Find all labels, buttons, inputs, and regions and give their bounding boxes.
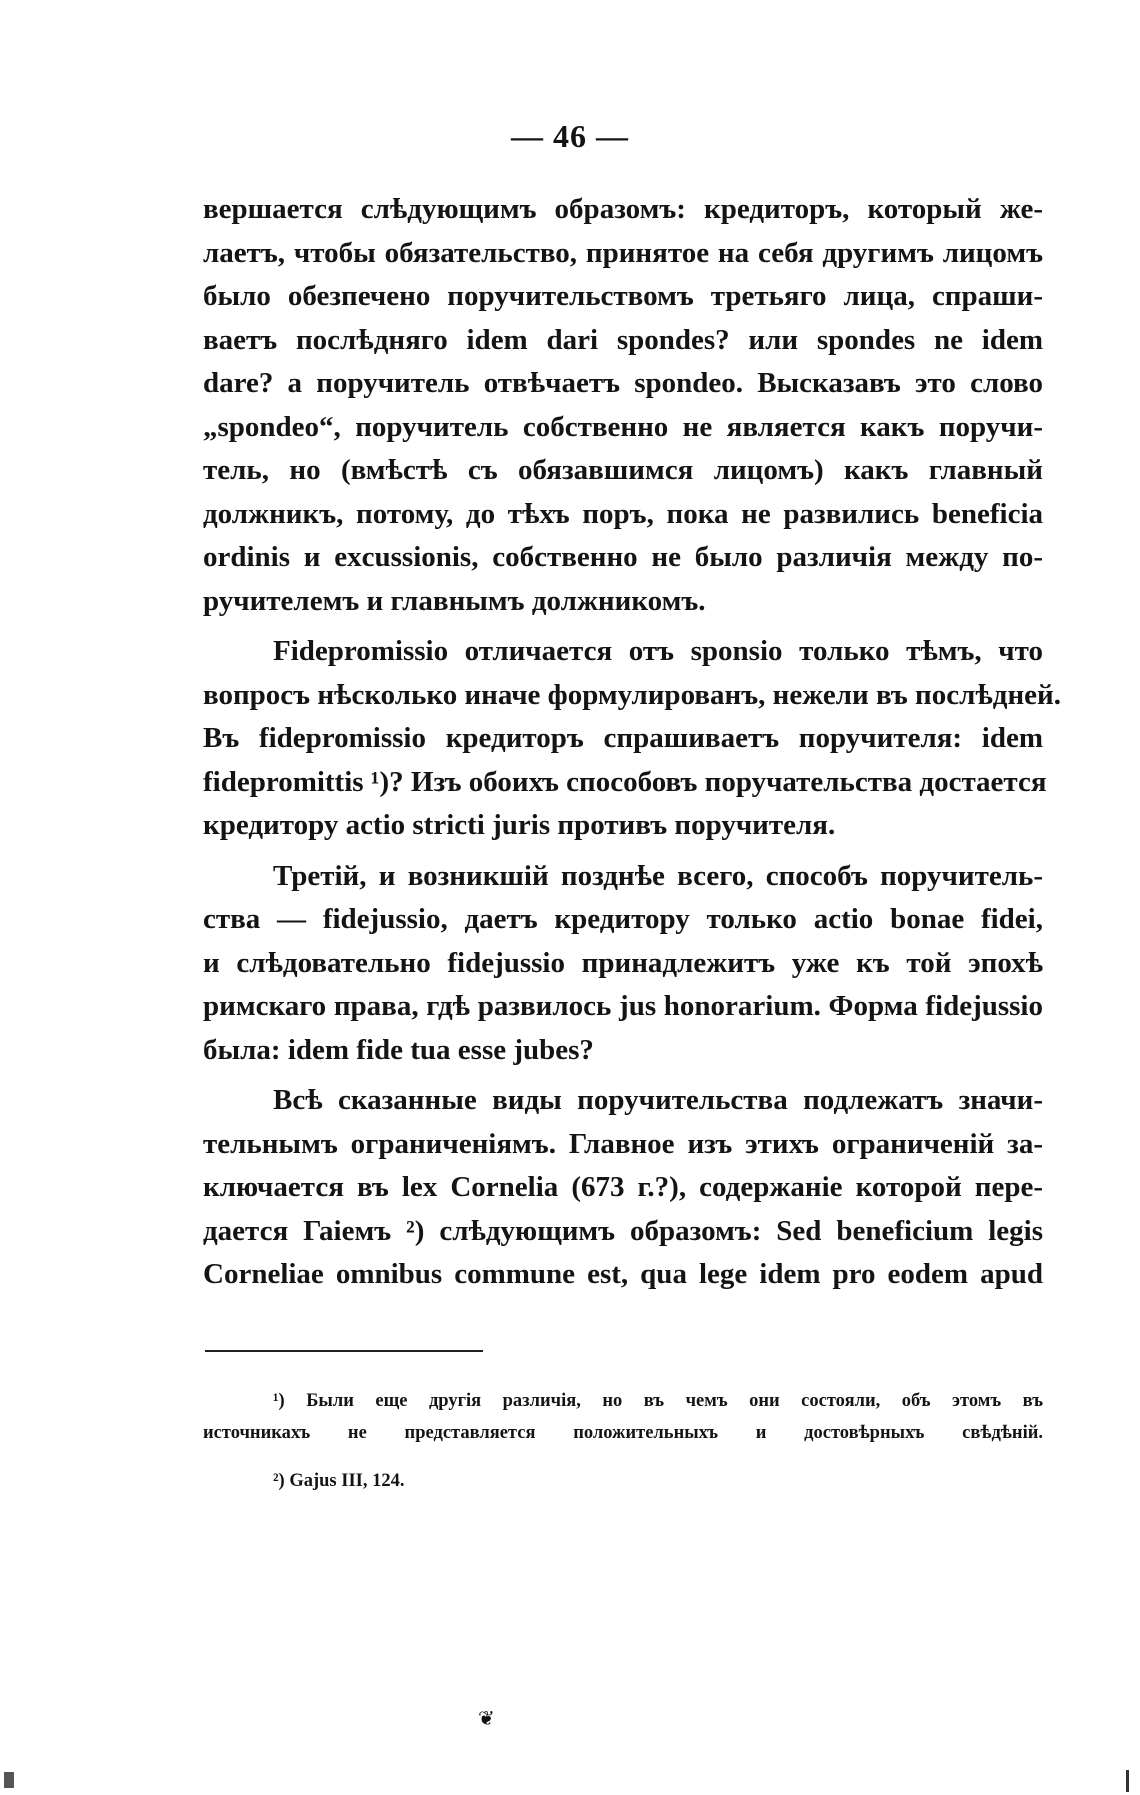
scan-edge-mark bbox=[4, 1772, 14, 1788]
text-line: кредитору actio stricti juris противъ поручителя. bbox=[203, 809, 836, 841]
footnote-1 bbox=[203, 1385, 1043, 1449]
text-line: должникъ, потому, до тѣхъ поръ, пока не развились beneficia bbox=[203, 497, 1043, 530]
footnotes bbox=[203, 1385, 1043, 1497]
text-line: вершается слѣдующимъ образомъ: кредиторъ, который же- bbox=[203, 193, 1043, 225]
text-line: ства — fidejussio, даетъ кредитору только actio bonae fidei, bbox=[203, 903, 1043, 935]
main-text bbox=[203, 188, 1062, 1297]
text-line: было обезпечено поручительствомъ третьяго лица, спраши- bbox=[203, 280, 1043, 312]
text-line: дается Гаіемъ ²) слѣдующимъ образомъ: Sed beneficium legis bbox=[203, 1214, 1043, 1247]
text-line: fidepromittis ¹)? Изъ обоихъ способовъ поручательства достается bbox=[203, 765, 1047, 798]
paragraph-3 bbox=[203, 855, 1043, 1073]
text-line: „spondeo“, поручитель собственно не является какъ поручи- bbox=[203, 410, 1043, 443]
footnote-divider bbox=[205, 1350, 483, 1352]
footnote-line: источникахъ не представляется положительныхъ и достовѣрныхъ свѣдѣній. bbox=[203, 1423, 1043, 1443]
text-line: вопросъ нѣсколько иначе формулированъ, нежели въ послѣдней. bbox=[203, 678, 1062, 711]
text-line: dare? а поручитель отвѣчаетъ spondeo. Высказавъ это слово bbox=[203, 367, 1043, 399]
text-line: и слѣдовательно fidejussio принадлежитъ уже къ той эпохѣ bbox=[203, 946, 1043, 979]
text-line: римскаго права, гдѣ развилось jus honorarium. Форма fidejussio bbox=[203, 990, 1043, 1022]
paragraph-4 bbox=[203, 1079, 1043, 1297]
text-line: Всѣ сказанные виды поручительства подлежатъ значи- bbox=[273, 1084, 1043, 1116]
text-line: Corneliae omnibus commune est, qua lege idem pro eodem apud bbox=[203, 1258, 1043, 1290]
text-line: тельнымъ ограниченіямъ. Главное изъ этихъ ограниченій за- bbox=[203, 1127, 1043, 1160]
footnote-line: ¹) Были еще другія различія, но въ чемъ они состояли, объ этомъ въ bbox=[273, 1391, 1043, 1411]
text-line: Третій, и возникшій позднѣе всего, способъ поручитель- bbox=[273, 859, 1043, 892]
text-line: Въ fidepromissio кредиторъ спрашиваетъ поручителя: idem bbox=[203, 722, 1043, 754]
text-line: тель, но (вмѣстѣ съ обязавшимся лицомъ) какъ главный bbox=[203, 454, 1043, 486]
printer-ornament-icon: ❦ bbox=[478, 1708, 495, 1730]
text-line: ключается въ lex Cornelia (673 г.?), содержаніе которой пере- bbox=[203, 1171, 1043, 1203]
text-line: была: idem fide tua esse jubes? bbox=[203, 1033, 594, 1066]
footnote-2 bbox=[203, 1465, 1043, 1497]
text-line: ваетъ послѣдняго idem dari spondes? или spondes ne idem bbox=[203, 323, 1043, 356]
scan-edge-mark bbox=[1126, 1770, 1129, 1792]
text-line: ordinis и excussionis, собственно не было различія между по- bbox=[203, 541, 1043, 573]
text-line: Fidepromissio отличается отъ sponsio только тѣмъ, что bbox=[273, 635, 1043, 667]
page-number: — 46 — bbox=[511, 118, 629, 154]
text-line: ручителемъ и главнымъ должникомъ. bbox=[203, 584, 706, 617]
text-line: лаетъ, чтобы обязательство, принятое на себя другимъ лицомъ bbox=[203, 236, 1043, 269]
paragraph-2 bbox=[203, 630, 1062, 848]
paragraph-1 bbox=[203, 188, 1043, 623]
footnote-line: ²) Gajus III, 124. bbox=[273, 1471, 405, 1491]
